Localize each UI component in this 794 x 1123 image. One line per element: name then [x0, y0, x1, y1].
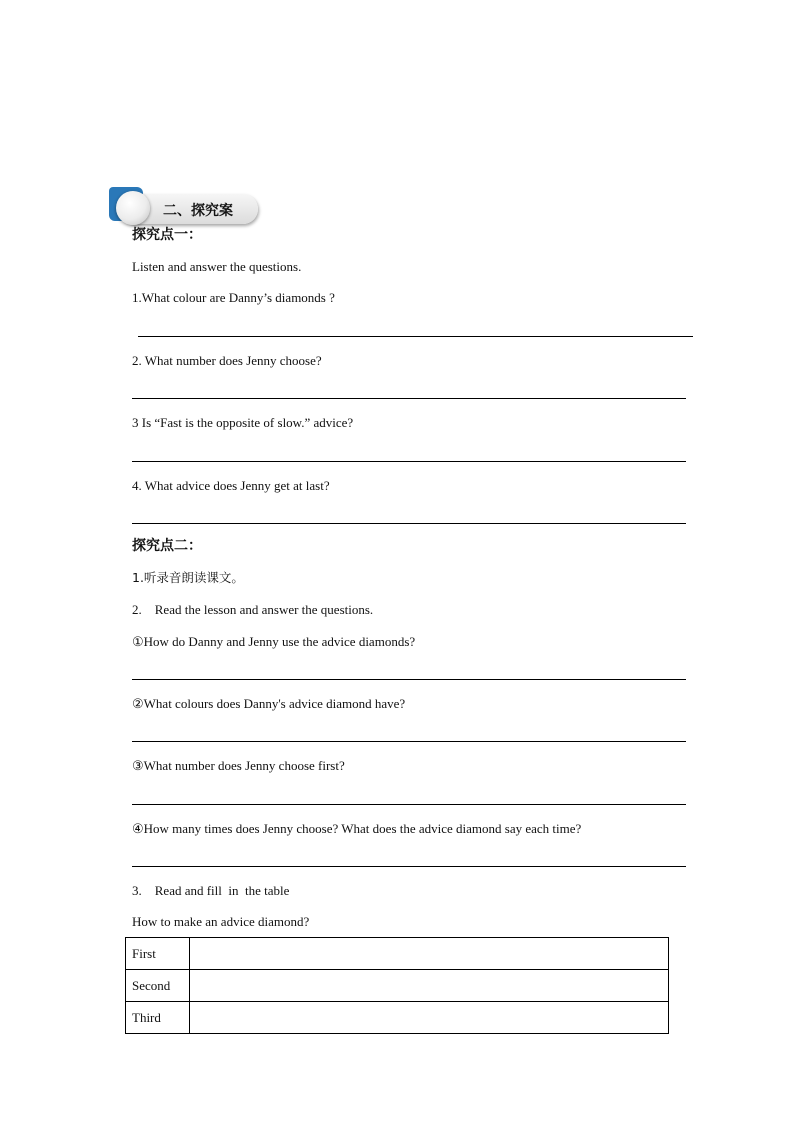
part1-question-2: 2. What number does Jenny choose?	[132, 353, 322, 368]
answer-line	[132, 523, 686, 524]
part1-instruction: Listen and answer the questions.	[132, 259, 302, 274]
answer-line	[132, 398, 686, 399]
part2-step-1: 1.听录音朗读课文。	[132, 570, 244, 585]
advice-diamond-table	[125, 937, 669, 1034]
part2-question-3: ③What number does Jenny choose first?	[132, 758, 345, 773]
badge-circle-icon	[116, 191, 150, 225]
table-row	[126, 1002, 669, 1034]
part2-question-4: ④How many times does Jenny choose? What does the advice diamond say each time?	[132, 821, 582, 836]
table-answer-cell	[190, 938, 669, 970]
table-row	[126, 938, 669, 970]
part1-question-3: 3 Is “Fast is the opposite of slow.” advice?	[132, 415, 354, 430]
table-row-label: Second	[126, 970, 190, 1002]
part2-step-2: 2. Read the lesson and answer the questions.	[132, 602, 374, 617]
section-header-badge	[108, 186, 268, 230]
table-row-label: Third	[126, 1002, 190, 1034]
table-row-label: First	[126, 938, 190, 970]
answer-line	[138, 336, 693, 337]
part1-question-1: 1.What colour are Danny’s diamonds ?	[132, 290, 335, 305]
table-answer-cell	[190, 1002, 669, 1034]
table-caption: How to make an advice diamond?	[132, 914, 310, 929]
part2-step-3: 3. Read and fill in the table	[132, 883, 290, 898]
answer-line	[132, 679, 686, 680]
answer-line	[132, 866, 686, 867]
part2-heading: 探究点二：	[132, 539, 202, 554]
section-title: 二、探究案	[163, 203, 233, 219]
answer-line	[132, 461, 686, 462]
answer-line	[132, 804, 686, 805]
table-answer-cell	[190, 970, 669, 1002]
part2-question-1: ①How do Danny and Jenny use the advice diamonds?	[132, 634, 416, 649]
part1-question-4: 4. What advice does Jenny get at last?	[132, 478, 330, 493]
part2-question-2: ②What colours does Danny's advice diamond have?	[132, 696, 406, 711]
part1-heading: 探究点一：	[132, 228, 202, 243]
answer-line	[132, 741, 686, 742]
table-row	[126, 970, 669, 1002]
